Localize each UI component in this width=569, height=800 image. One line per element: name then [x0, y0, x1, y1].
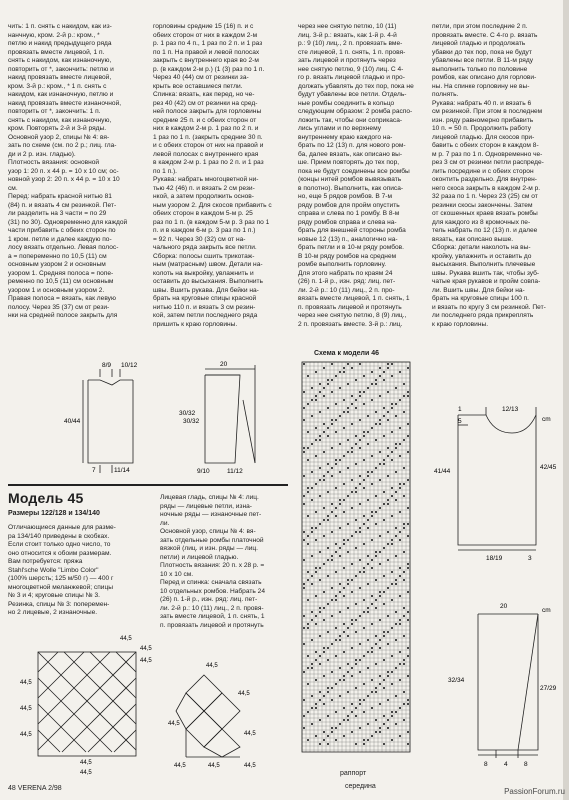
scheme-raport-label: раппорт — [340, 770, 367, 777]
col1_top-line: узором 1 и основным узором 2. — [8, 286, 105, 294]
col3_top-line: го р. вязать лицевой гладью и про- — [298, 74, 405, 81]
col4_top-line: кройку, увлажнить и оставить до — [432, 252, 532, 260]
schematic-body — [428, 385, 568, 565]
col3_top-line: в полотно). Выполнить, как описа- — [298, 184, 404, 192]
col4_top-line: убавки до тех пор, пока не будут — [432, 48, 532, 56]
text-column-3 — [298, 23, 426, 329]
col3_top-line: должать убавлять до тех пор, пока не — [298, 82, 414, 90]
col1_top-line: (31) по 30). Одновременно для каждой — [8, 218, 128, 226]
col4_top-line: 32 раза по 1 п. Через 23 (25) см от — [432, 193, 538, 200]
model45-text-line: Основной узор, спицы № 4: вя- — [160, 528, 256, 535]
sleeve-right-label: 30/32 — [183, 418, 200, 425]
col2_top-line: брать на круговые спицы красной — [153, 295, 257, 302]
col3_top-line: пока не будут соединены все ромбы — [298, 167, 410, 175]
col3_top-line: (26) п. 1-й р., изн. ряд: лиц. пет- — [298, 278, 396, 285]
body-top-3: 12/13 — [502, 406, 519, 413]
sleeve46-left: 32/34 — [448, 677, 465, 684]
model45-text-line: петли) и лицевой гладью. — [160, 553, 239, 561]
col2_top-line: рез 40 (42) см от резинки на сред- — [153, 99, 258, 107]
rhombus-sleeve-mid-2: 44,5 — [168, 721, 180, 727]
model-45-sizes: Размеры 122/128 и 134/140 — [8, 510, 100, 517]
col2_top-line: тью 42 (46) п. и вязать 2 см рези- — [153, 184, 255, 192]
col3_top-line: нее снятую петлю, 9 (10) лиц. С 4- — [298, 65, 404, 73]
col4_top-line: и вязать по кругу 3 см резинкой. Пет- — [432, 303, 546, 311]
col4_top-line: см резинкой. При этом в последнем — [432, 108, 543, 115]
col4_top-line: Рукава: набрать 40 п. и вязать 6 — [432, 99, 532, 107]
model45-text-line: 10 отдельных ромбов. Набрать 24 — [160, 587, 265, 595]
col1_top-line: узором 1. Средняя полоса = попе- — [8, 269, 114, 277]
model45-intro-line: многоцветной меланжевой; спицы — [8, 583, 113, 591]
col1_top-line: см. — [8, 184, 18, 192]
col4_top-line: резинки скосы закончены. Затем — [432, 201, 533, 209]
col3_top-line: ли. 2-й р.: 10 (11) лиц., 2 п. про- — [298, 286, 395, 294]
col2_top-line: по 1 п. На правой и левой полосах — [153, 48, 260, 56]
col4_top-line: выполнить только по половине — [432, 65, 528, 73]
col1_top-line: ди и 2 р. изн. гладью). — [8, 150, 76, 158]
col3_top-line: ба, далее вязать, как описано вы- — [298, 150, 403, 158]
col4_top-line: ны. На спинке горловину не вы- — [432, 82, 530, 90]
col2_top-line: ным узором 2. Для скосов прибавить с — [153, 201, 272, 209]
body-top-2: 5 — [458, 418, 462, 425]
model45-text-line: зать вместе лицевой, 1 п. снять, 1 — [160, 613, 265, 620]
rhombus-left-2: 44,5 — [20, 706, 32, 712]
front-left-label: 40/44 — [64, 418, 81, 425]
col2_top-line: в каждом 2-м р. 1 раз по 2 п. и 1 раз — [153, 159, 264, 166]
col1_top-line: (84) п. и вязать 4 см резинкой. Пет- — [8, 201, 117, 209]
body-unit: cm — [542, 416, 551, 423]
col4_top-line: чатые края рукавов и пройм совпа- — [432, 278, 541, 285]
model45-text-line: зать отдельные ромбы платочной — [160, 536, 264, 544]
col1_top-line: провязать вместе лицевой, 1 п. — [8, 48, 105, 56]
body-top-1: 1 — [458, 406, 462, 413]
model45-intro-line: Резинка, спицы № 3: поперемен- — [8, 600, 110, 608]
sleeve-bottom-label-2: 11/12 — [227, 468, 243, 475]
col3_top-line: р.: 9 (10) лиц., 2 п. провязать вме- — [298, 40, 403, 47]
col1_top-line: накид провязать вместе лицевой, — [8, 74, 112, 81]
col4_top-line: ли последнего ряда прикреплять — [432, 312, 534, 319]
schematic-sleeve — [165, 355, 295, 475]
col4_top-line: вязать, как описано выше. — [432, 235, 514, 243]
rhombus-bottom-2: 44,5 — [80, 770, 92, 776]
col1_top-line: части прибавить с обеих сторон по — [8, 227, 116, 234]
schematic-rhombus-front — [20, 632, 160, 777]
col4_top-line: лить посредине и с обеих сторон — [432, 167, 534, 175]
col2_top-line: горловины средние 15 (16) п. и с — [153, 23, 254, 30]
watermark: PassionForum.ru — [504, 787, 565, 796]
col3_top-line: ряду ромбов справа и слева на- — [298, 218, 397, 226]
text-column-1 — [8, 23, 141, 321]
col1_top-line: 1 кром. петле и далее каждую по- — [8, 235, 112, 243]
col2_top-line: средние 25 п. и с обеих сторон от — [153, 116, 257, 124]
col2_top-line: них в каждом 2-м р. 1 раз по 2 п. и — [153, 125, 259, 132]
col2_top-line: кой, затем петли последнего ряда — [153, 312, 258, 319]
col1_top-line: ременно по 10,5 (11) см основным — [8, 278, 114, 285]
col3_top-line: лись углами и по верхнему — [298, 125, 381, 132]
col1_top-line: накид провязать вместе изнаночной, — [8, 99, 122, 107]
rhombus-bottom-1: 44,5 — [80, 760, 92, 766]
col4_top-line: убавлены все петли. В 11-м ряду — [432, 57, 533, 64]
col4_top-line: м р. 7 раз по 1 п. Одновременно че- — [432, 150, 543, 158]
rhombus-sleeve-bottom-1: 44,5 — [174, 763, 186, 769]
col1_top-line: лосу вязать отдельно. Левая полос- — [8, 244, 119, 251]
rhombus-top-1: 44,5 — [120, 636, 132, 642]
col3_top-line: ромбе выполнить горловину. — [298, 261, 387, 268]
col4_top-line: бавить с обеих сторон в каждом 8- — [432, 142, 539, 149]
model45-text-line: вязкой (лиц. и изн. ряды — лиц. — [160, 545, 259, 552]
body-bottom-2: 3 — [528, 555, 532, 562]
rhombus-left-1: 44,5 — [20, 680, 32, 686]
col2_top-line: и с обеих сторон от них на правой и — [153, 142, 264, 149]
schematic-rhombus-sleeve — [168, 655, 288, 775]
col2_top-line: р. (в каждом 2-м р.) (1 (3) раз по 1 п. — [153, 65, 265, 73]
col1_top-line: основным узором 2 и основным — [8, 261, 106, 268]
page-footer: 48 VERENA 2/98 — [8, 785, 62, 792]
col3_top-line: 2 п. провязать вместе. 3-й р.: лиц. — [298, 320, 403, 328]
col3_top-line: через нее снятую петлю, 8 (9) лиц., — [298, 312, 407, 319]
col2_top-line: швы. Вшить рукава. Для бейки на- — [153, 286, 259, 294]
rhombus-top-2: 44,5 — [140, 646, 152, 652]
col2_top-line: левой полосах с внутреннего края — [153, 150, 259, 158]
rhombus-sleeve-mid-1: 44,5 — [238, 691, 250, 697]
col2_top-line: Через 40 (44) см от резинки за- — [153, 74, 249, 81]
model45-intro-line: Stahl'sche Wolle "Limbo Color" — [8, 566, 99, 574]
body-left-label: 41/44 — [434, 468, 451, 475]
col2_top-line: обеих сторон от них в каждом 2-м — [153, 31, 258, 39]
front-top-label-1: 8/9 — [102, 362, 112, 369]
col3_top-line: но, еще 5 рядов ромбов. В 7-м — [298, 193, 393, 200]
model45-intro-line: (100% шерсть; 125 м/50 г) — 400 г — [8, 575, 114, 582]
col2_top-line: р. 1 раз по 4 п., 1 раз по 2 п. и 1 раз — [153, 40, 263, 47]
front-bottom-label-1: 7 — [92, 467, 96, 474]
col2_top-line: чального ряда закрыть все петли. — [153, 244, 257, 251]
col1_top-line: Плотность вязания: основной — [8, 159, 100, 166]
col3_top-line: следующим образом: 2 ромба распо- — [298, 108, 413, 115]
rhombus-sleeve-top: 44,5 — [206, 663, 218, 669]
col2_top-line: пришить к краю горловины. — [153, 320, 238, 328]
col1_top-line: нанчную, кром. 2-й р.: кром., * — [8, 31, 100, 39]
col1_top-line: зать по схеме (см. по 2 р.; лиц. гла- — [8, 142, 117, 149]
schematic-front — [8, 355, 148, 475]
col4_top-line: швы. Рукава вшить так, чтобы зуб- — [432, 269, 540, 277]
sleeve46-unit: cm — [542, 607, 551, 614]
col2_top-line: закрыть с внутреннего края во 2-м — [153, 57, 259, 64]
rhombus-top-3: 44,5 — [140, 658, 152, 664]
col4_top-line: лицевой гладью и продолжать — [432, 40, 526, 47]
body-bottom-1: 18/19 — [486, 555, 503, 562]
col3_top-line: (концы нитей ромбов вывязывать — [298, 176, 402, 183]
col2_top-line: Рукава: набрать многоцветной ни- — [153, 176, 259, 183]
model-45-title: Модель 45 — [8, 490, 84, 506]
col2_top-line: крыть все оставшиеся петли. — [153, 82, 243, 90]
col3_top-line: лиц. 3-й р.: вязать, как 1-й р. 4-й — [298, 31, 397, 39]
col2_top-line: Сборка: полосы сшить трикотаж- — [153, 252, 255, 260]
col1_top-line: кром. 3-й р.: кром., * 1 п. снять с — [8, 82, 107, 90]
text-column-2 — [153, 23, 288, 329]
col4_top-line: от скошенных краев вязать ромбы — [432, 210, 538, 217]
col4_top-line: высыхания. Выполнить плечевые — [432, 261, 536, 268]
sleeve46-right: 27/29 — [540, 685, 557, 692]
body-right-label: 42/45 — [540, 464, 557, 471]
col2_top-line: Спинка: вязать, как перед, но че- — [153, 91, 255, 98]
model45-intro-line: Если стоит только одно число, то — [8, 541, 111, 548]
col1_top-line: Основной узор 2, спицы № 4: вя- — [8, 133, 110, 141]
model45-text-line: Плотность вязания: 20 п. х 28 р. = — [160, 562, 265, 569]
model45-text-line: 10 х 10 см. — [160, 570, 194, 578]
col3_top-line: справа и слева по 1 ромбу. В 8-м — [298, 210, 400, 217]
sleeve46-top: 20 — [500, 603, 508, 610]
knitting-chart — [300, 360, 418, 756]
front-bottom-label-2: 11/14 — [114, 467, 130, 474]
sleeve46-bottom-3: 8 — [524, 761, 528, 768]
col3_top-line: внутреннему краю каждого на- — [298, 133, 393, 141]
sleeve46-bottom-2: 4 — [504, 761, 508, 768]
col1_top-line: повторить от *, закончить: 1 п. — [8, 108, 101, 115]
model45-text-line: ночные ряды — изнаночные пет- — [160, 511, 262, 518]
front-top-label-2: 10/12 — [121, 362, 138, 369]
col2_top-line: 1 раз по 1 п. (закрыть средние 30 п. — [153, 133, 263, 141]
schematic-sleeve-46 — [428, 590, 568, 770]
rhombus-sleeve-bottom-3: 44,5 — [244, 763, 256, 769]
col2_top-line: = 92 п. Через 30 (32) см от на- — [153, 235, 246, 243]
model45-intro-line: но 2 лицевые, 2 изнаночные. — [8, 609, 98, 616]
col1_top-line: ли разделить на 3 части = по 29 — [8, 210, 107, 217]
text-column-4 — [432, 23, 558, 329]
col2_top-line: нитью 110 п. и вязать 3 см резин- — [153, 303, 256, 311]
col4_top-line: ли. Вшить швы. Для бейки на- — [432, 286, 525, 294]
col1_top-line: нки на средней полосе закрыть для — [8, 312, 118, 319]
col3_top-line: ряду ромбов для пройм опустить — [298, 201, 400, 209]
model45-intro-line: № 3 и 4; круговые спицы № 3. — [8, 592, 100, 599]
col4_top-line: лицевой гладью. Для скосов при- — [432, 133, 535, 141]
col2_top-line: раз по 1 п. (в каждом 5-м р. 3 раз по 1 — [153, 218, 270, 226]
col3_top-line: через нее снятую петлю, 10 (11) — [298, 23, 397, 30]
col4_top-line: рез 3 см от резинки петли распреде- — [432, 159, 544, 166]
col3_top-line: зать лицевой и протянуть через — [298, 57, 396, 64]
col3_top-line: брать по 12 (13) п. для нового ром- — [298, 142, 406, 149]
col3_top-line: новые 12 (13) п., аналогично на- — [298, 235, 398, 243]
col1_top-line: новной узор 2: 20 п. х 44 р. = 10 х 10 — [8, 176, 120, 183]
col1_top-line: Перед: набрать красной нитью 81 — [8, 193, 112, 200]
col2_top-line: нкой, а затем продолжить основ- — [153, 193, 254, 200]
col2_top-line: оставить до высыхания. Выполнить — [153, 278, 263, 285]
col2_top-line: колоть на выкройку, увлажнить и — [153, 269, 254, 277]
col2_top-line: по 1 п.). — [153, 167, 177, 175]
col4_top-line: брать на круговые спицы 100 п. — [432, 295, 529, 302]
col1_top-line: полосу. Через 35 (37) см от рези- — [8, 303, 110, 311]
col4_top-line: для каждого из 8 кромочных пе- — [432, 218, 531, 226]
col1_top-line: снять с накидом, как изнаночную, — [8, 116, 112, 124]
sleeve46-bottom-1: 8 — [484, 761, 488, 768]
col2_top-line: ней полосе закрыть для горловины — [153, 108, 262, 115]
rhombus-sleeve-bottom-2: 44,5 — [208, 763, 220, 769]
col1_top-line: снять с накидом, как изнаночную, — [8, 57, 112, 64]
col1_top-line: накидом, как изнаночную, петлю и — [8, 91, 114, 98]
model45-text-line: Лицевая гладь, спицы № 4: лиц. — [160, 494, 259, 501]
col1_top-line: Правая полоса = вязать, как левую — [8, 295, 116, 302]
col4_top-line: тель набрать по 12 (13) п. и далее — [432, 227, 538, 234]
col2_top-line: обеих сторон в каждом 5-м р. 25 — [153, 210, 253, 217]
col3_top-line: вязать вместе лицевой, 1 п. снять, 1 — [298, 295, 410, 302]
col2_top-line: ным (матрасным) швом. Детали на- — [153, 261, 263, 268]
model-45-text — [160, 494, 290, 630]
col4_top-line: него скоса закрыть в каждом 2-м р. — [432, 184, 541, 192]
model45-text-line: ли. 2-й р.: 10 (11) лиц., 2 п. провя- — [160, 604, 264, 612]
section-divider — [8, 484, 288, 486]
sleeve-left-label: 30/32 — [179, 410, 196, 417]
col4_top-line: провязать вместе. С 4-го р. вязать — [432, 31, 538, 39]
col4_top-line: ромбов, как описано для горлови- — [432, 74, 537, 81]
col1_top-line: чить: 1 п. снять с накидом, как из- — [8, 23, 112, 30]
col1_top-line: кром. Повторять 2-й и 3-й ряды. — [8, 125, 107, 132]
col4_top-line: 10 п. = 50 п. Продолжить работу — [432, 125, 532, 132]
model-45-intro — [8, 524, 141, 618]
sleeve-top-label: 20 — [220, 361, 228, 368]
scheme-title: Схема к модели 46 — [314, 350, 380, 357]
model45-text-line: п. провязать лицевой и протянуть — [160, 621, 264, 629]
col1_top-line: петлю и накид предыдущего ряда — [8, 40, 112, 47]
col4_top-line: полнять. — [432, 91, 459, 98]
col4_top-line: изн. ряду равномерно прибавить — [432, 116, 534, 124]
scheme-middle-label: середина — [345, 783, 376, 790]
model45-intro-line: оно относится к обоим размерам. — [8, 549, 112, 557]
col3_top-line: ные ромбы соединить в кольцо — [298, 99, 395, 107]
col4_top-line: оконтить раздельно. Для внутрен- — [432, 176, 537, 183]
col3_top-line: Для этого набрать по краям 24 — [298, 269, 393, 277]
model45-intro-line: Отличающиеся данные для разме- — [8, 524, 116, 531]
rhombus-left-3: 44,5 — [20, 732, 32, 738]
model45-text-line: ряды — лицевые петли, изна- — [160, 502, 252, 510]
col3_top-line: ложить так, чтобы они соприкаса- — [298, 116, 403, 124]
rhombus-sleeve-mid-3: 44,5 — [244, 731, 256, 737]
col1_top-line: повторить от *, закончить: петлю и — [8, 65, 114, 73]
model45-intro-line: ра 134/140 приведены в скобках. — [8, 532, 110, 540]
col1_top-line: а = попеременно по 10,5 (11) см — [8, 252, 107, 260]
col3_top-line: сте лицевой, 1 п. снять, 1 п. провя- — [298, 48, 406, 56]
col2_top-line: п. и в каждом 6-м р. 3 раз по 1 п.) — [153, 227, 256, 234]
col1_top-line: узор 1: 20 п. х 44 р. = 10 х 10 см; ос- — [8, 167, 119, 175]
col4_top-line: к краю горловины. — [432, 320, 489, 328]
col3_top-line: п. провязать лицевой и протянуть — [298, 303, 402, 311]
sleeve-bottom-label-1: 9/10 — [197, 468, 210, 475]
col3_top-line: будут убавлены все петли. Отдель- — [298, 91, 407, 98]
model45-text-line: (26) п. 1-й р., изн. ряд: лиц. пет- — [160, 596, 258, 603]
col4_top-line: Сборка: детали наколоть на вы- — [432, 244, 531, 251]
col3_top-line: брать петли и в 10-м ряду ромбов. — [298, 244, 404, 251]
col4_top-line: петли, при этом последние 2 п. — [432, 23, 528, 30]
model45-text-line: ли. — [160, 519, 170, 527]
col3_top-line: брать для внешней стороны ромба — [298, 227, 406, 234]
col3_top-line: В 10-м ряду ромбов на среднем — [298, 252, 397, 260]
model45-text-line: Перед и спинка: сначала связать — [160, 579, 262, 586]
col3_top-line: ше. Прием повторять до тех пор, — [298, 159, 400, 166]
model45-intro-line: Вам потребуется: пряжа — [8, 558, 83, 565]
